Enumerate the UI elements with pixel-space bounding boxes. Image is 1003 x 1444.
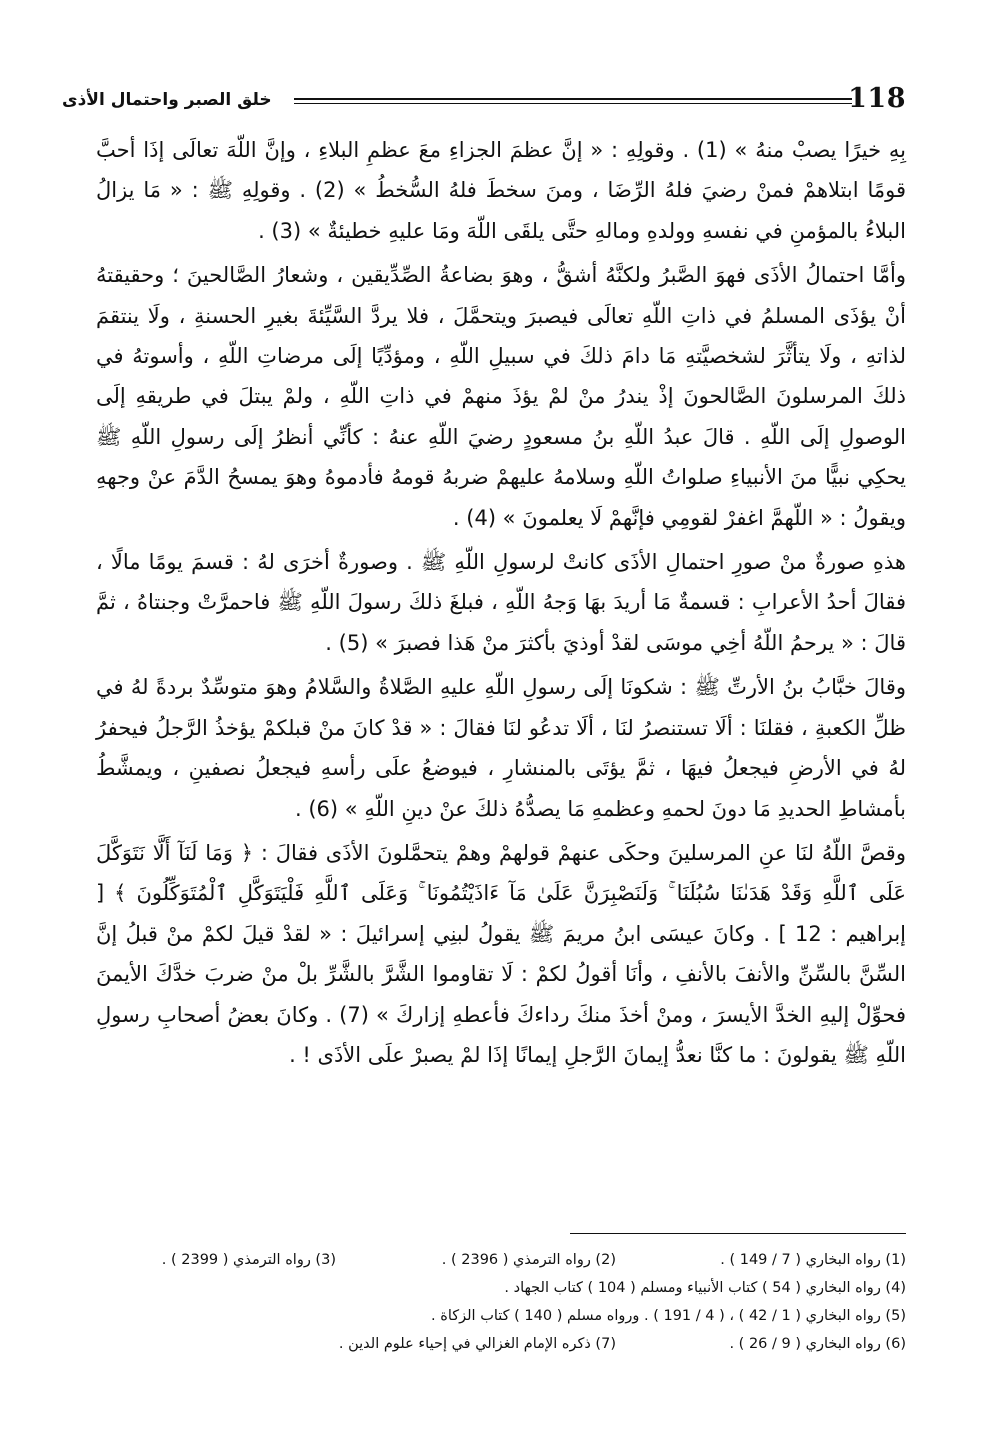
paragraph: وقصَّ اللّهُ لنَا عنِ المرسلينَ وحكَى عنهمْ قولهمْ وهمْ يتحمَّلونَ الأذَى فقالَ : ﴿ وَمَا لَنَآ أَلَّا نَتَوَكَّلَ عَلَى ٱللَّهِ وَقَدْ هَدَىٰنَا سُبُلَنَا ۚ وَلَنَصْبِرَنَّ عَلَىٰ مَآ ءَاذَيْتُمُونَا ۚ وَعَلَى ٱللَّهِ فَلْيَتَوَكَّلِ ٱلْمُتَوَكِّلُونَ ﴾ [ إبراهيم : 12 ] . وكانَ عيسَى ابنُ مريمَ ﷺ يقولُ لبنِي إسرائيلَ : « لقدْ قيلَ لكمْ منْ قبلُ إنَّ السِّنَّ بالسِّنِّ والأنفَ بالأنفِ ، وأنَا أقولُ لكمْ : لَا تقاوموا الشَّرَّ بالشَّرِّ بلْ منْ ضربَ خدَّكَ الأيمنَ فحوِّلْ إليهِ الخدَّ الأيسرَ ، ومنْ أخذَ منكَ رداءكَ فأعطهِ إزاركَ » (7) . وكانَ بعضُ أصحابِ رسولِ اللّهِ ﷺ يقولونَ : ما كنَّا نعدُّ إيمانَ الرَّجلِ إيمانًا إذَا لمْ يصبرْ علَى الأذَى ! .: [96, 840, 906, 1067]
footnote-5: (5) رواه البخاري ( 1 / 42 ) ، ( 4 / 191 ) . ورواه مسلم ( 140 ) كتاب الزكاة .: [431, 1308, 906, 1324]
chapter-title: خلق الصبر واحتمال الأذى: [62, 90, 272, 110]
paragraph: وأمَّا احتمالُ الأذَى فهوَ الصَّبرُ ولكنَّهُ أشقُّ ، وهوَ بضاعةُ الصِّدِّيقين ، وشعارُ الصَّالحينَ ؛ وحقيقتهُ أنْ يؤذَى المسلمُ في ذاتِ اللّهِ تعالَى فيصبرَ ويتحمَّلَ ، فلا يردَّ السَّيِّئةَ بغيرِ الحسنةِ ، ولَا ينتقمَ لذاتهِ ، ولَا يتأثَّرَ لشخصيَّتهِ مَا دامَ ذلكَ في سبيلِ اللّهِ ، ومؤدِّيًا إلَى مرضاتِ اللّهِ ، وأسوتهُ في ذلكَ المرسلونَ الصَّالحونَ إذْ يندرُ منْ لمْ يؤذَ منهمْ في ذاتِ اللّهِ ، ولمْ يبتلَ في طريقهِ إلَى الوصولِ إلَى اللّهِ . قالَ عبدُ اللّهِ بنُ مسعودٍ رضيَ اللّهِ عنهُ : كأنِّي أنظرُ إلَى رسولِ اللّهِ ﷺ يحكِي نبيًّا منَ الأنبياءِ صلواتُ اللّهِ وسلامهُ عليهمْ ضربهُ قومهُ فأدموهُ وهوَ يمسحُ الدَّمَ عنْ وجههِ ويقولُ : « اللّهمَّ اغفرْ لقومِي فإنَّهمْ لَا يعلمونَ » (4) .: [96, 263, 906, 530]
main-text: [96, 130, 906, 1075]
footnote-row: [100, 1302, 906, 1330]
running-header: [62, 84, 906, 118]
footnote-separator: [570, 1233, 906, 1234]
footnote-6: (6) رواه البخاري ( 9 / 26 ) .: [729, 1336, 906, 1352]
footnote-7: (7) ذكره الإمام الغزالي في إحياء علوم الدين .: [338, 1336, 616, 1352]
paragraph: بِهِ خيرًا يصبْ منهُ » (1) . وقولِهِ : « إنَّ عظمَ الجزاءِ معَ عظمِ البلاءِ ، وإنَّ اللّهَ تعالَى إذَا أحبَّ قومًا ابتلاهمْ فمنْ رضيَ فلهُ الرِّضَا ، ومنَ سخطَ فلهُ السُّخطُ » (2) . وقولِهِ ﷺ : « مَا يزالُ البلاءُ بالمؤمنِ في نفسهِ وولدهِ ومالهِ حتَّى يلقَى اللّهَ ومَا عليهِ خطيئةٌ » (3) .: [96, 138, 907, 243]
footnote-2: (2) رواه الترمذي ( 2396 ) .: [441, 1252, 616, 1268]
footnote-3: (3) رواه الترمذي ( 2399 ) .: [161, 1252, 336, 1268]
header-rule: [294, 98, 852, 100]
footnote-row: [100, 1330, 906, 1358]
paragraph: هذهِ صورةٌ منْ صورِ احتمالِ الأذَى كانتْ لرسولِ اللّهِ ﷺ . وصورةٌ أخرَى لهُ : قسمَ يومًا مالًا ، فقالَ أحدُ الأعرابِ : قسمةٌ مَا أريدَ بهَا وَجهُ اللّهِ ، فبلغَ ذلكَ رسولَ اللّهِ ﷺ فاحمرَّتْ وجنتاهُ ، ثمَّ قالَ : « يرحمُ اللّهُ أخِي موسَى لقدْ أوذيَ بأكثرَ منْ هَذا فصبرَ » (5) .: [96, 550, 906, 655]
header-rule-thin: [294, 103, 852, 104]
footnote-row: [100, 1274, 906, 1302]
footnote-1: (1) رواه البخاري ( 7 / 149 ) .: [720, 1252, 906, 1268]
page-number: 118: [848, 83, 906, 114]
footnotes: [100, 1246, 906, 1358]
paragraph: وقالَ خبَّابُ بنُ الأرتِّ ﷺ : شكونَا إلَى رسولِ اللّهِ عليهِ الصَّلاةُ والسَّلامُ وهوَ متوسِّدٌ بردةً لهُ في ظلِّ الكعبةِ ، فقلنَا : ألَا تستنصرُ لنَا ، ألَا تدعُو لنَا فقالَ : « قدْ كانَ منْ قبلكمْ يؤخذُ الرَّجلُ فيحفرُ لهُ في الأرضِ فيجعلُ فيهَا ، ثمَّ يؤتَى بالمنشارِ ، فيوضعُ علَى رأسهِ فيجعلُ نصفينِ ، ويمشَّطُ بأمشاطِ الحديدِ مَا دونَ لحمهِ وعظمهِ مَا يصدُّهُ ذلكَ عنْ دينِ اللّهِ » (6) .: [96, 675, 906, 821]
footnote-row: [100, 1246, 906, 1274]
footnote-4: (4) رواه البخاري ( 54 ) كتاب الأنبياء ومسلم ( 104 ) كتاب الجهاد .: [504, 1280, 906, 1296]
